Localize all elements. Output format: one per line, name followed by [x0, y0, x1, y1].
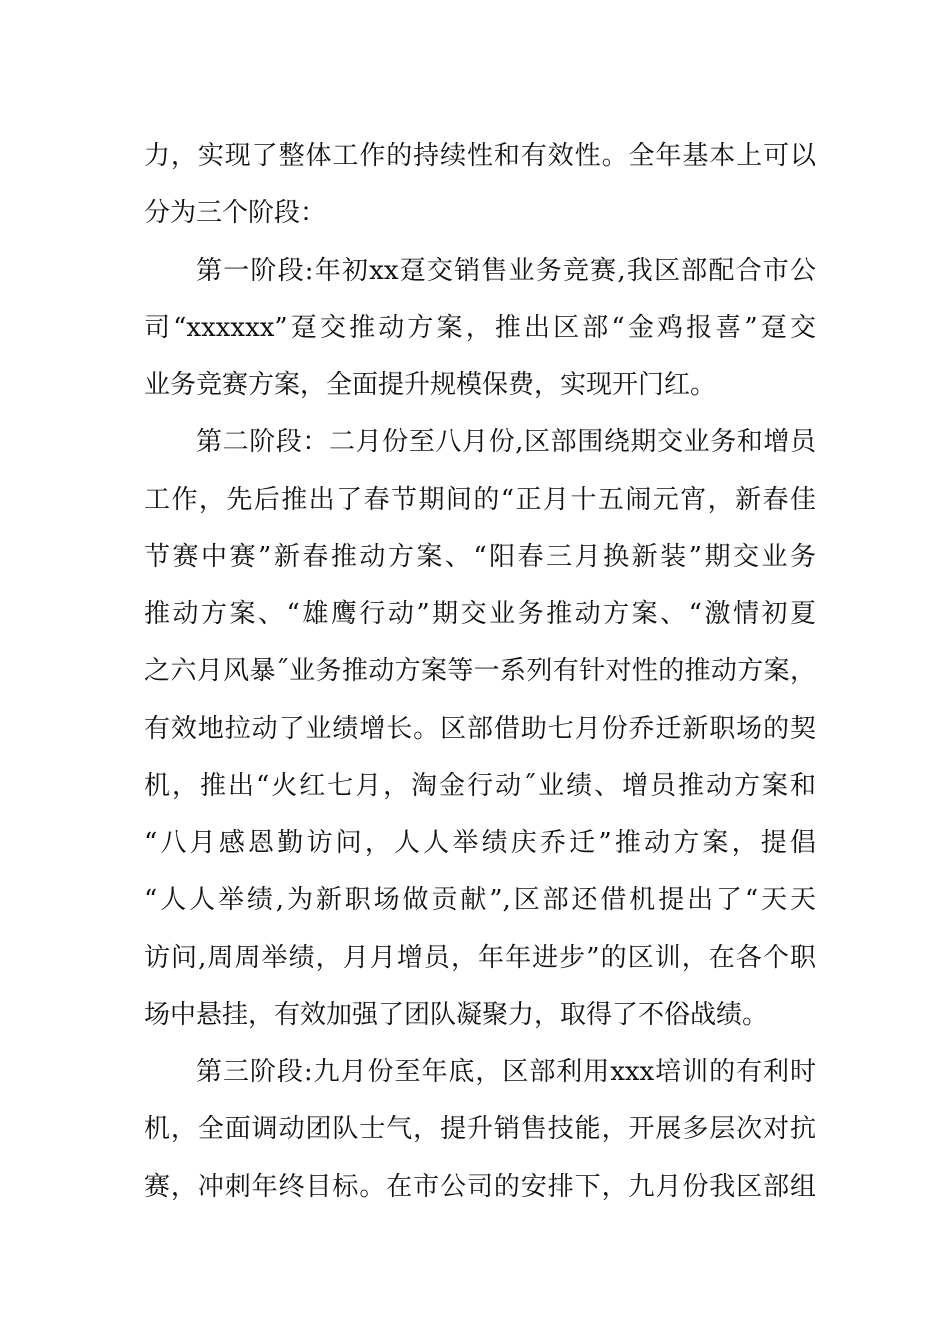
- text-line: 机，全面调动团队士气，提升销售技能，开展多层次对抗: [144, 1114, 816, 1145]
- text-line: 推动方案、“雄鹰行动”期交业务推动方案、“激情初夏: [144, 599, 816, 629]
- paragraph-first-line: 第一阶段:年初xx趸交销售业务竞赛,我区部配合市公: [196, 255, 816, 286]
- text-line: 业务竞赛方案，全面提升规模保费，实现开门红。: [144, 370, 717, 400]
- text-line: 节赛中赛”新春推动方案、“阳春三月换新装”期交业务: [144, 541, 816, 572]
- text-line: 有效地拉动了业绩增长。区部借助七月份乔迁新职场的契: [144, 713, 816, 744]
- text-line: 访问,周周举绩，月月增员，年年进步”的区训，在各个职: [144, 942, 816, 973]
- body-text: [144, 128, 816, 1216]
- text-line: 工作，先后推出了春节期间的“正月十五闹元宵，新春佳: [144, 484, 816, 515]
- paragraph-first-line: 第二阶段：二月份至八月份,区部围绕期交业务和增员: [196, 427, 816, 458]
- text-line: 赛，冲刺年终目标。在市公司的安排下，九月份我区部组: [144, 1171, 816, 1202]
- text-line: 力，实现了整体工作的持续性和有效性。全年基本上可以: [144, 141, 816, 171]
- text-line: 机，推出“火红七月，淘金行动˝业绩、增员推动方案和: [144, 770, 816, 801]
- text-line: 分为三个阶段：: [144, 198, 327, 229]
- paragraph-first-line: 第三阶段:九月份至年底，区部利用xxx培训的有利时: [196, 1057, 816, 1087]
- text-line: “人人举绩,为新职场做贡献”,区部还借机提出了“天天: [144, 885, 816, 916]
- text-line: 司“xxxxxx”趸交推动方案，推出区部“金鸡报喜”趸交: [144, 312, 816, 343]
- text-line: 之六月风暴˝业务推动方案等一系列有针对性的推动方案，: [144, 656, 816, 687]
- text-line: “八月感恩勤访问，人人举绩庆乔迁”推动方案，提倡: [144, 828, 816, 858]
- text-line: 场中悬挂，有效加强了团队凝聚力，取得了不俗战绩。: [144, 999, 769, 1030]
